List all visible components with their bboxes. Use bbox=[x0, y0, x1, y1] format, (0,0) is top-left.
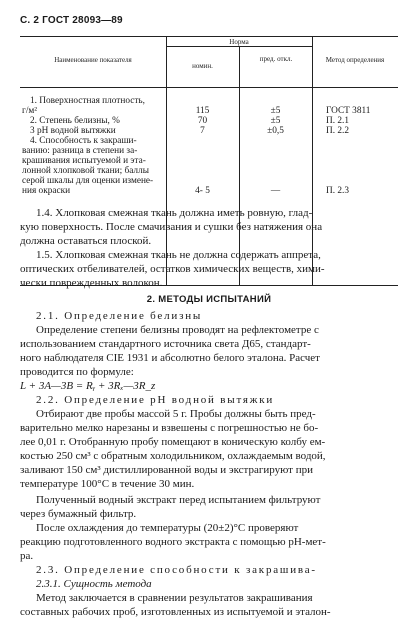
table-row-name: 3 pH водной вытяжки bbox=[30, 126, 116, 136]
paragraph-line: Отбирают две пробы массой 5 г. Пробы должны быть пред- bbox=[36, 408, 316, 420]
subsection-title: 2.3.1. Сущность метода bbox=[36, 578, 152, 590]
paragraph-line: Метод заключается в сравнении результатов закрашивания bbox=[36, 592, 313, 604]
table-cell-deviation: ±0,5 bbox=[267, 126, 284, 136]
table-cell-nominal: 115 bbox=[195, 106, 210, 116]
paragraph-line: костью 250 см³ с обратным холодильником, охлаждаемым водой, bbox=[20, 450, 326, 462]
paragraph-line: оптических отбеливателей, остатков химических веществ, хими- bbox=[20, 263, 325, 275]
paragraph-line: Полученный водный экстракт перед испытанием фильтруют bbox=[36, 494, 321, 506]
table-row-name: лонной хлопковой ткани; баллы bbox=[22, 166, 149, 176]
paragraph-line: реакцию подготовленного водного экстракта с помощью pH-мет- bbox=[20, 536, 326, 548]
table-row-name: ния окраски bbox=[22, 186, 71, 196]
col-header-nominal: номин. bbox=[192, 62, 213, 70]
paragraph-line: заливают 150 см³ дистиллированной воды и экстрагируют при bbox=[20, 464, 313, 476]
paragraph-line: 1.4. Хлопковая смежная ткань должна иметь ровную, глад- bbox=[36, 207, 313, 219]
paragraph-line: должна оставаться плоской. bbox=[20, 235, 152, 247]
col-header-name: Наименование показателя bbox=[54, 56, 132, 64]
paragraph-line: кую поверхность. После смачивания и сушки без натяжения она bbox=[20, 221, 323, 233]
table-cell-deviation: ±5 bbox=[270, 116, 281, 126]
table-row-name: 1. Поверхностная плотность, bbox=[30, 96, 145, 106]
paragraph-line: Определение степени белизны проводят на рефлектометре с bbox=[36, 324, 319, 336]
paragraph-line: варительно мелко нарезаны и взвешены с погрешностью не бо- bbox=[20, 422, 319, 434]
col-header-deviation: пред. откл. bbox=[259, 55, 293, 63]
formula: L + 3A—3B = Rᵧ + 3Rₓ—3R_z bbox=[20, 380, 156, 392]
table-cell-method: П. 2.2 bbox=[326, 126, 349, 136]
table-row-name: 4. Способность к закраши- bbox=[30, 136, 137, 146]
paragraph-line: температуре 100°С в течение 30 мин. bbox=[20, 478, 195, 490]
paragraph-line: лее 0,01 г. Отобранную пробу помещают в коническую колбу ем- bbox=[20, 436, 326, 448]
table-cell-nominal: 4- 5 bbox=[195, 186, 210, 196]
paragraph-line: чески поврежденных волокон. bbox=[20, 277, 163, 289]
table-cell-method: П. 2.3 bbox=[326, 186, 349, 196]
table-cell-deviation: ±5 bbox=[270, 106, 281, 116]
paragraph-line: через бумажный фильтр. bbox=[20, 508, 137, 520]
table-cell-method: ГОСТ 3811 bbox=[326, 106, 371, 116]
paragraph-line: ра. bbox=[20, 550, 34, 562]
table-cell-nominal: 7 bbox=[200, 126, 205, 136]
subsection-title: 2.1. Определение белизны bbox=[36, 310, 203, 322]
table-cell-nominal: 70 bbox=[197, 116, 208, 126]
table-row-name: серой шкалы для оценки измене- bbox=[22, 176, 154, 186]
section-title: 2. МЕТОДЫ ИСПЫТАНИЙ bbox=[146, 294, 272, 305]
paragraph-line: использованием стандартного источника света Д65, стандарт- bbox=[20, 338, 311, 350]
subsection-title: 2.3. Определение способности к закрашива- bbox=[36, 564, 317, 576]
table-row-name: 2. Степень белизны, % bbox=[30, 116, 120, 126]
paragraph-line: После охлаждения до температуры (20±2)°С проверяют bbox=[36, 522, 299, 534]
table-row-name: ванию: разница в степени за- bbox=[22, 146, 138, 156]
table-rule-top bbox=[20, 36, 398, 37]
paragraph-line: составных рабочих проб, изготовленных из испытуемой и эталон- bbox=[20, 606, 331, 618]
table-cell-method: П. 2.1 bbox=[326, 116, 349, 126]
table-row-name: крашивания испытуемой и эта- bbox=[22, 156, 146, 166]
paragraph-line: проводится по формуле: bbox=[20, 366, 134, 378]
table-rule-head bbox=[20, 87, 398, 88]
table-cell-deviation: — bbox=[270, 186, 281, 196]
paragraph-line: 1.5. Хлопковая смежная ткань не должна содержать аппрета, bbox=[36, 249, 321, 261]
page-header: С. 2 ГОСТ 28093—89 bbox=[20, 15, 123, 26]
table-row-name: г/м² bbox=[22, 106, 38, 116]
col-header-method: Метод определения bbox=[325, 56, 385, 64]
subsection-title: 2.2. Определение pH водной вытяжки bbox=[36, 394, 275, 406]
paragraph-line: ного наблюдателя CIE 1931 и абсолютно белого эталона. Расчет bbox=[20, 352, 320, 364]
col-header-norm: Норма bbox=[229, 38, 249, 46]
